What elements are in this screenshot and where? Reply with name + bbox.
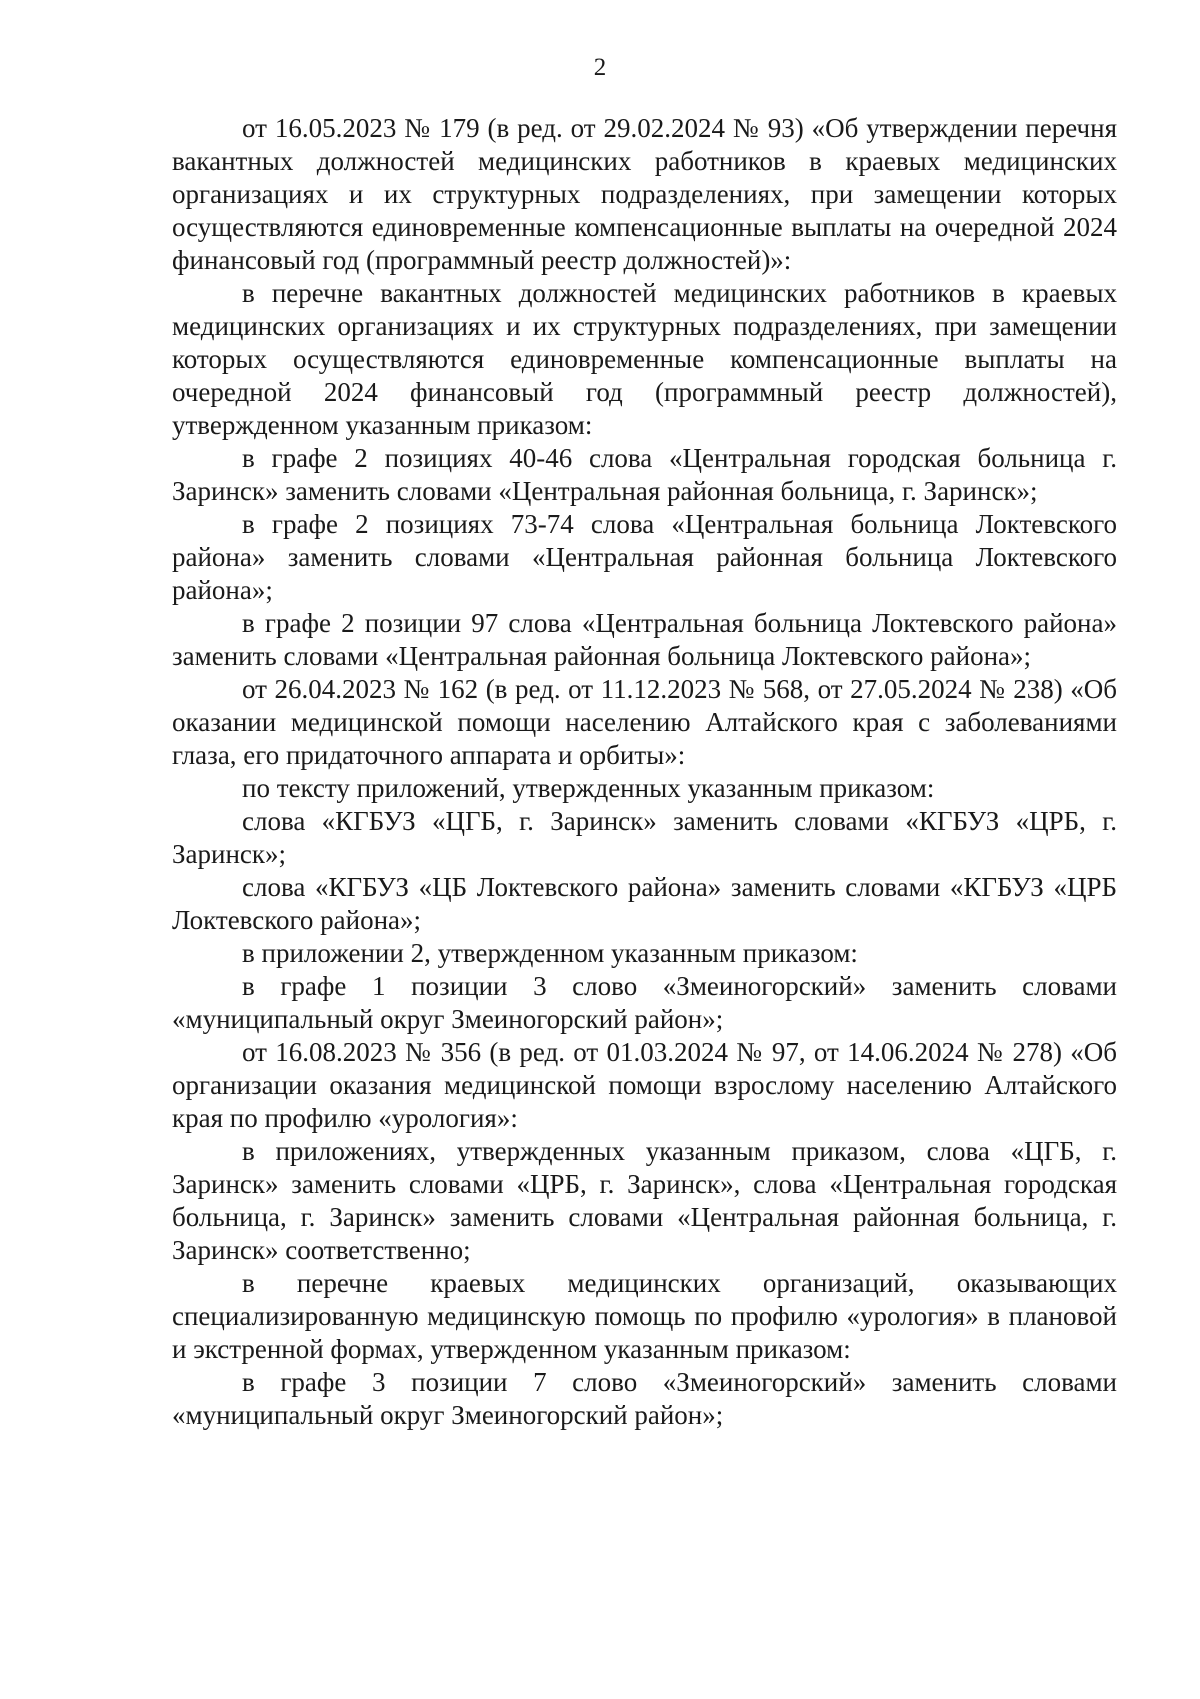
paragraph: в перечне краевых медицинских организаций, оказывающих специализированную медицинскую помощь по профилю «урология» в плановой и экстренной формах, утвержденном указанным приказом: <box>172 1268 1117 1364</box>
paragraph: в приложениях, утвержденных указанным приказом, слова «ЦГБ, г. Заринск» заменить словами «ЦРБ, г. Заринск», слова «Центральная городская больница, г. Заринск» заменить словами «Центральная районная больница, г. Заринск» соответственно; <box>172 1136 1117 1265</box>
paragraph: в графе 2 позициях 40-46 слова «Центральная городская больница г. Заринск» заменить словами «Центральная районная больница, г. Заринск»; <box>172 443 1117 506</box>
paragraph: от 16.05.2023 № 179 (в ред. от 29.02.2024 № 93) «Об утверждении перечня вакантных должностей медицинских работников в краевых медицинских организациях и их структурных подразделениях, при замещении которых осуществляются единовременные компенсационные выплаты на очередной 2024 финансовый год (программный реестр должностей)»: <box>172 113 1117 275</box>
paragraph: слова «КГБУЗ «ЦБ Локтевского района» заменить словами «КГБУЗ «ЦРБ Локтевского района»; <box>172 872 1117 935</box>
paragraph: по тексту приложений, утвержденных указанным приказом: <box>242 773 935 803</box>
document-body <box>172 112 1117 1432</box>
paragraph: в графе 2 позиции 97 слова «Центральная больница Локтевского района» заменить словами «Центральная районная больница Локтевского района»; <box>172 608 1117 671</box>
paragraph: в графе 1 позиции 3 слово «Змеиногорский» заменить словами «муниципальный округ Змеиногорский район»; <box>172 971 1117 1034</box>
paragraph: в приложении 2, утвержденном указанным приказом: <box>242 938 858 968</box>
paragraph: слова «КГБУЗ «ЦГБ, г. Заринск» заменить словами «КГБУЗ «ЦРБ, г. Заринск»; <box>172 806 1117 869</box>
paragraph: от 26.04.2023 № 162 (в ред. от 11.12.2023 № 568, от 27.05.2024 № 238) «Об оказании медицинской помощи населению Алтайского края с заболеваниями глаза, его придаточного аппарата и орбиты»: <box>172 674 1117 770</box>
paragraph: в графе 3 позиции 7 слово «Змеиногорский» заменить словами «муниципальный округ Змеиногорский район»; <box>172 1367 1117 1430</box>
paragraph: от 16.08.2023 № 356 (в ред. от 01.03.2024 № 97, от 14.06.2024 № 278) «Об организации оказания медицинской помощи взрослому населению Алтайского края по профилю «урология»: <box>172 1037 1117 1133</box>
paragraph: в перечне вакантных должностей медицинских работников в краевых медицинских организациях и их структурных подразделениях, при замещении которых осуществляются единовременные компенсационные выплаты на очередной 2024 финансовый год (программный реестр должностей), утвержденном указанным приказом: <box>172 278 1117 440</box>
paragraph: в графе 2 позициях 73-74 слова «Центральная больница Локтевского района» заменить словами «Центральная районная больница Локтевского района»; <box>172 509 1117 605</box>
page-number: 2 <box>593 54 607 81</box>
